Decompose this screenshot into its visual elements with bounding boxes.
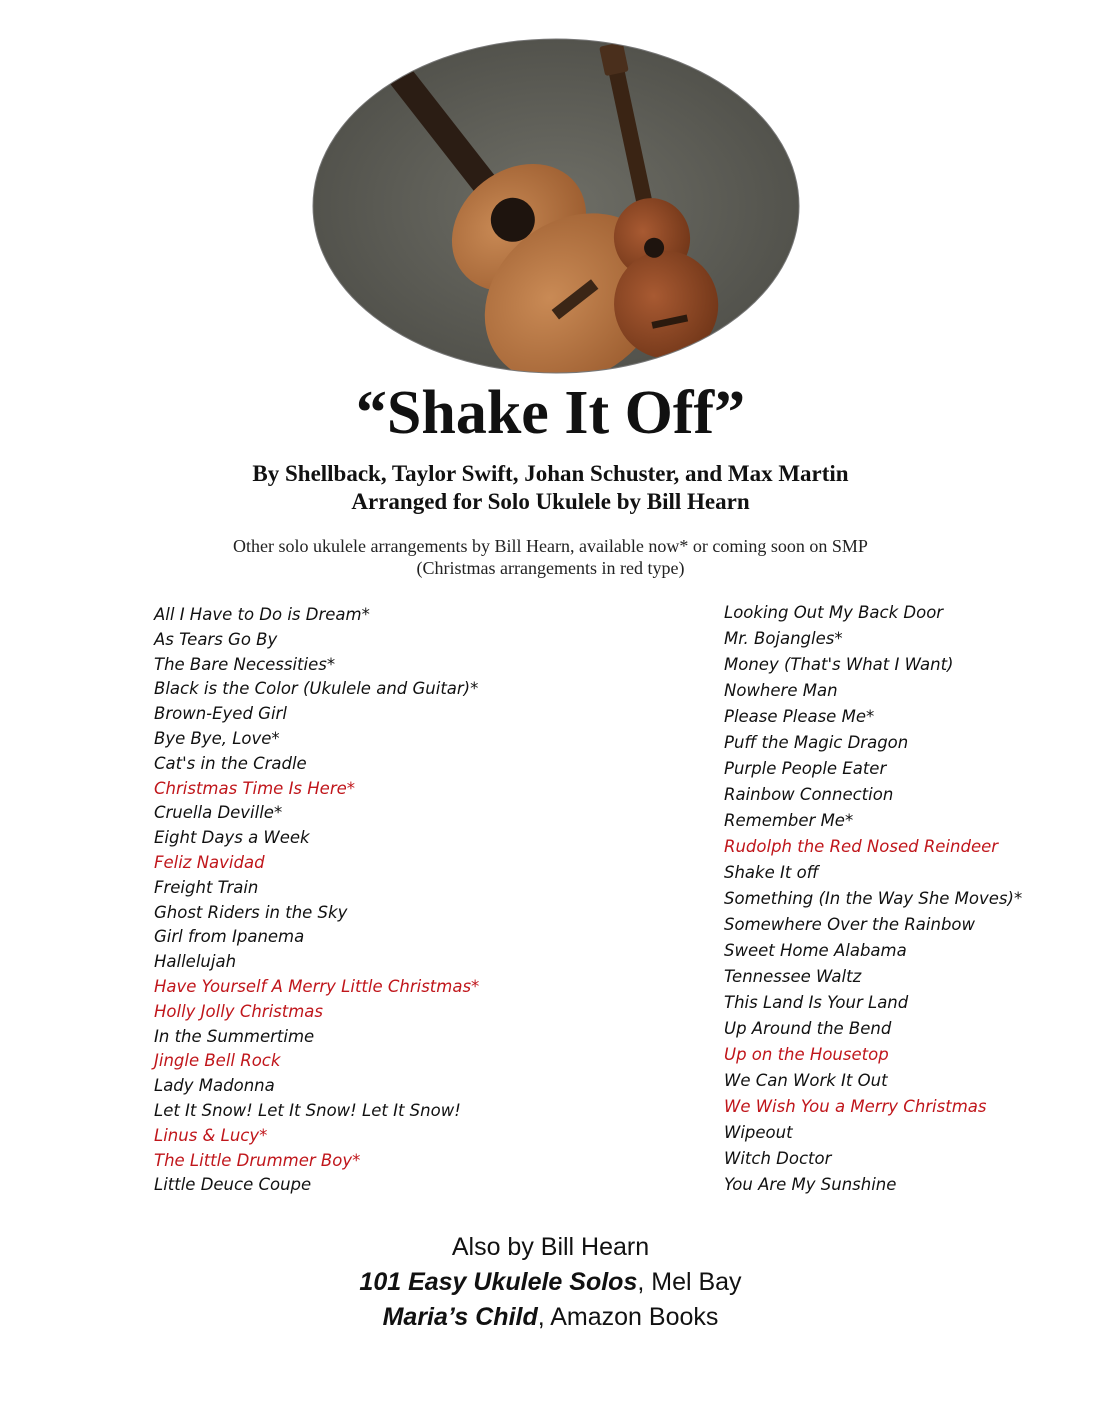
also-by-section	[0, 1230, 1101, 1335]
arrangement-item: Girl from Ipanema	[154, 927, 305, 947]
arrangement-item: Nowhere Man	[724, 681, 838, 700]
arrangement-item: Bye Bye, Love*	[154, 729, 280, 748]
arrangement-item: Jingle Bell Rock	[154, 1051, 281, 1071]
arrangement-item: Cat's in the Cradle	[154, 753, 307, 773]
other-arrangements-line: Other solo ukulele arrangements by Bill Hearn, available now* or coming soon on SMP	[233, 536, 868, 556]
arrangement-item: The Bare Necessities*	[154, 654, 336, 674]
arrangement-item: Hallelujah	[154, 952, 237, 972]
arrangement-item: Little Deuce Coupe	[154, 1175, 312, 1195]
book-1-publisher: , Mel Bay	[637, 1268, 742, 1296]
arrangement-item: We Wish You a Merry Christmas	[724, 1097, 987, 1116]
arrangement-item: Brown-Eyed Girl	[154, 704, 287, 724]
byline	[0, 460, 1101, 516]
arrangement-item: Something (In the Way She Moves)*	[724, 889, 1023, 908]
arrangement-item: Remember Me*	[724, 811, 854, 830]
composers-line: By Shellback, Taylor Swift, Johan Schuster, and Max Martin	[252, 461, 849, 486]
arrangement-item: Up Around the Bend	[724, 1019, 892, 1038]
arrangement-item: Please Please Me*	[724, 707, 875, 726]
arranger-line: Arranged for Solo Ukulele by Bill Hearn	[351, 489, 750, 514]
christmas-note: (Christmas arrangements in red type)	[416, 558, 685, 578]
guitar-ukulele-photo	[312, 38, 800, 374]
arrangement-item: Linus & Lucy*	[154, 1125, 268, 1145]
song-title: “Shake It Off”	[355, 379, 746, 447]
arrangement-item: Lady Madonna	[154, 1076, 275, 1096]
arrangement-item: Feliz Navidad	[154, 853, 265, 872]
book-2-publisher: , Amazon Books	[537, 1303, 719, 1331]
arrangement-item: Holly Jolly Christmas	[154, 1001, 324, 1021]
arrangement-item: Up on the Housetop	[724, 1045, 889, 1064]
arrangement-item: Purple People Eater	[724, 759, 887, 778]
arrangement-item: Eight Days a Week	[154, 828, 310, 848]
arrangement-item: Let It Snow! Let It Snow! Let It Snow!	[154, 1101, 461, 1120]
arrangement-item: Rainbow Connection	[724, 785, 894, 804]
arrangement-item: Mr. Bojangles*	[724, 629, 843, 648]
arrangement-item: You Are My Sunshine	[724, 1175, 897, 1194]
arrangement-item: Looking Out My Back Door	[724, 603, 944, 622]
arrangement-item: As Tears Go By	[154, 629, 278, 649]
arrangement-item: In the Summertime	[154, 1026, 315, 1046]
book-1-title: 101 Easy Ukulele Solos	[359, 1268, 638, 1296]
arrangement-item: This Land Is Your Land	[724, 993, 909, 1012]
arrangement-item: Cruella Deville*	[154, 803, 283, 823]
arrangement-item: Have Yourself A Merry Little Christmas*	[154, 977, 480, 996]
arrangement-item: Black is the Color (Ukulele and Guitar)*	[154, 679, 479, 699]
book-1	[0, 1265, 1101, 1300]
arrangement-item: Sweet Home Alabama	[724, 941, 907, 960]
arrangement-item: Tennessee Waltz	[724, 967, 862, 986]
arrangement-item: Money (That's What I Want)	[724, 655, 954, 674]
arrangement-item: All I Have to Do is Dream*	[154, 605, 370, 624]
arrangement-item: Witch Doctor	[724, 1149, 832, 1168]
arrangement-item: Christmas Time Is Here*	[154, 778, 356, 798]
arrangement-item: Shake It off	[724, 863, 819, 882]
arrangement-item: Wipeout	[724, 1123, 793, 1142]
arrangement-item: We Can Work It Out	[724, 1071, 888, 1090]
arrangement-item: Freight Train	[154, 877, 259, 897]
arrangement-item: Rudolph the Red Nosed Reindeer	[724, 837, 999, 856]
book-2	[0, 1300, 1101, 1335]
arrangement-item: Puff the Magic Dragon	[724, 733, 909, 752]
also-by-heading: Also by Bill Hearn	[451, 1233, 650, 1261]
other-arrangements-intro	[0, 535, 1101, 579]
arrangement-item: Somewhere Over the Rainbow	[724, 915, 976, 934]
arrangement-item: The Little Drummer Boy*	[154, 1150, 361, 1170]
book-2-title: Maria’s Child	[382, 1303, 538, 1331]
arrangement-item: Ghost Riders in the Sky	[154, 902, 348, 922]
